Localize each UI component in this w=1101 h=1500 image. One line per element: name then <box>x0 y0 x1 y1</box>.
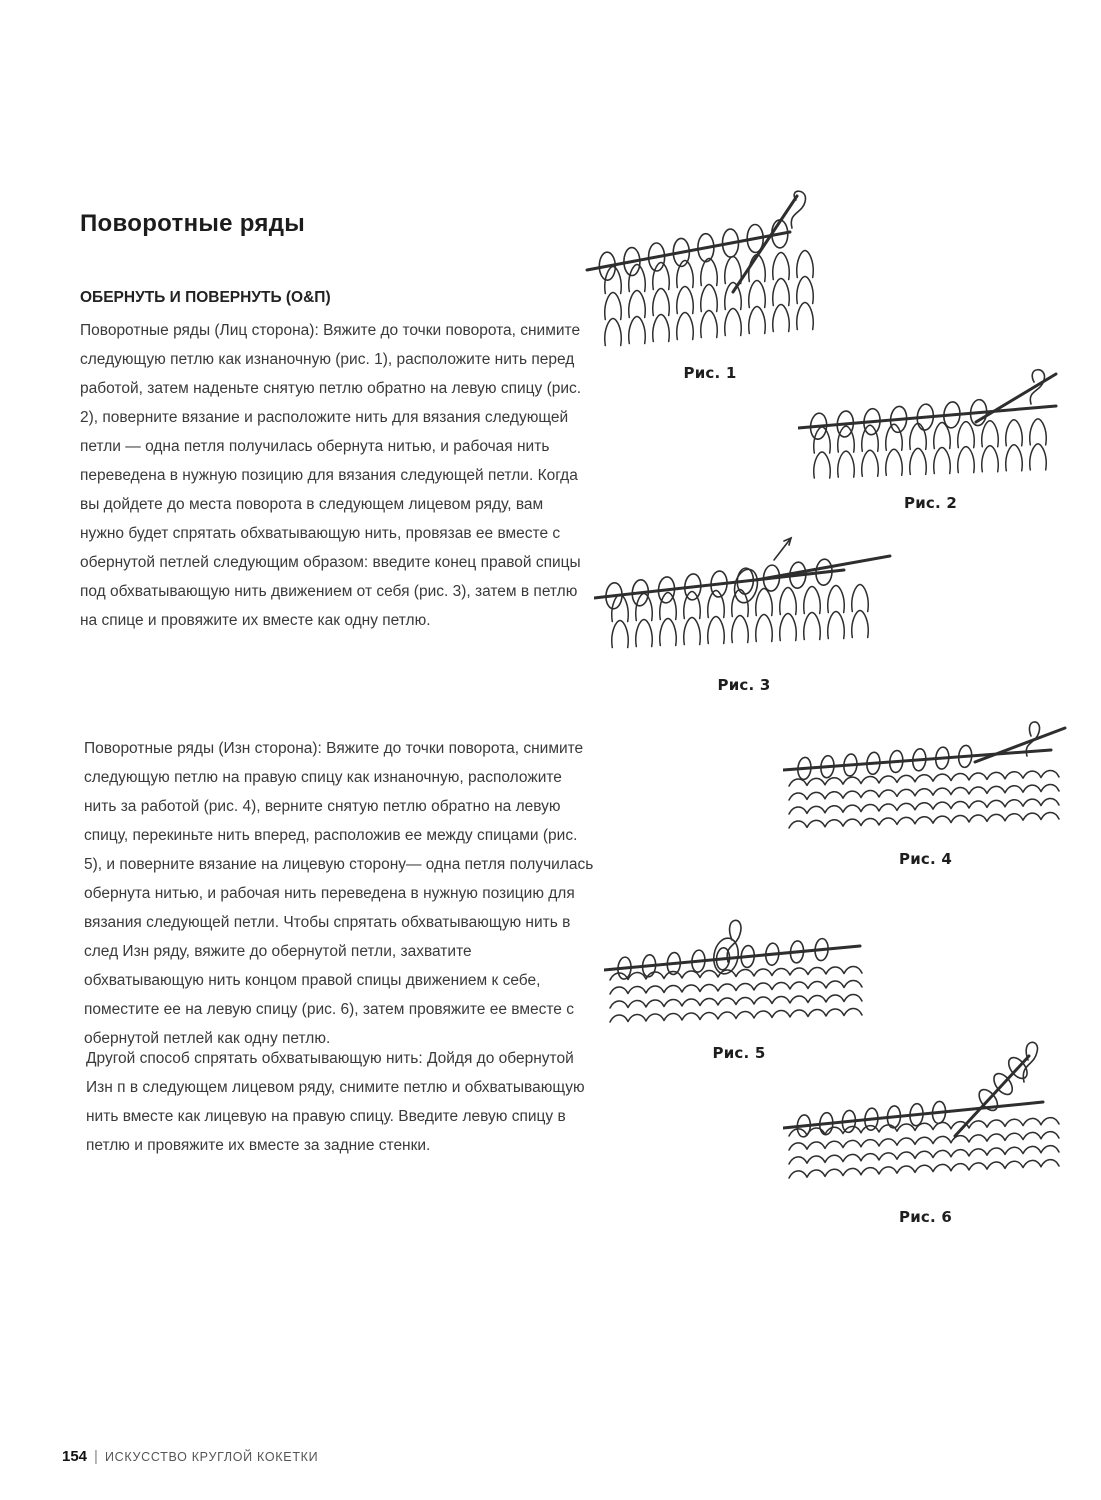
paragraph-alternative-method: Другой способ спрятать обхватывающую нить: Дойдя до обернутой Изн п в следующем лицевом ряду, снимите петлю и обхватывающую нить вместе как лицевую на правую спицу. Введите левую спицу в петлю и провяжите их вместе за задние стенки. <box>86 1050 585 1154</box>
figure-2 <box>798 364 1063 512</box>
figure-6 <box>783 1036 1068 1226</box>
figure-5-caption: Рис. 5 <box>712 1044 766 1062</box>
page-title: Поворотные ряды <box>80 210 306 237</box>
knitting-diagram-5 <box>604 910 874 1040</box>
footer-separator: | <box>94 1448 98 1465</box>
paragraph-wrong-side-rows: Поворотные ряды (Изн сторона): Вяжите до точки поворота, снимите следующую петлю на правую спицу как изнаночную, расположите нить за работой (рис. 4), верните снятую петлю обратно на левую спицу, перекиньте нить вперед, расположив ее между спицами (рис. 5), и поверните вязание на лицевую сторону— одна петля получилась обернута нитью, и рабочая нить переведена в нужную позицию для вязания следующей петли. Чтобы спрятать обхватывающую нить в след Изн ряду, вяжите до обернутой петли, захватите обхватывающую нить концом правой спицы движением к себе, поместите ее на левую спицу (рис. 6), затем провяжите ее вместе с обернутой петлей как одну петлю. <box>84 740 594 1047</box>
page-footer <box>62 1448 318 1465</box>
knitting-diagram-1 <box>585 188 835 360</box>
knitting-diagram-2 <box>798 364 1063 490</box>
figure-4-caption: Рис. 4 <box>899 850 952 868</box>
page-number: 154 <box>62 1448 88 1465</box>
figure-4 <box>783 714 1068 868</box>
knitting-diagram-6 <box>783 1036 1068 1204</box>
figure-3 <box>594 526 894 694</box>
knitting-diagram-3 <box>594 526 894 672</box>
figure-3-caption: Рис. 3 <box>717 676 771 694</box>
figure-6-caption: Рис. 6 <box>899 1208 952 1226</box>
figure-2-caption: Рис. 2 <box>904 494 957 512</box>
paragraph-right-side-rows: Поворотные ряды (Лиц сторона): Вяжите до точки поворота, снимите следующую петлю как изнаночную (рис. 1), расположите нить перед работой, затем наденьте снятую петлю обратно на левую спицу (рис. 2), поверните вязание и расположите нить для вязания следующей петли — одна петля получилась обернута нитью, и рабочая нить переведена в нужную позицию для вязания следующей петли. Когда вы дойдете до места поворота в следующем лицевом ряду, вам нужно будет спрятать обхватывающую нить, провязав ее вместе с обернутой петлей следующим образом: введите конец правой спицы под обхватывающую нить движением от себя (рис. 3), затем в петлю на спице и провяжите их вместе как одну петлю. <box>80 322 582 629</box>
section-heading: ОБЕРНУТЬ И ПОВЕРНУТЬ (О&П) <box>80 289 331 306</box>
figure-1 <box>585 188 835 382</box>
figure-1-caption: Рис. 1 <box>683 364 737 382</box>
knitting-diagram-4 <box>783 714 1068 846</box>
book-title: ИСКУССТВО КРУГЛОЙ КОКЕТКИ <box>104 1450 319 1464</box>
